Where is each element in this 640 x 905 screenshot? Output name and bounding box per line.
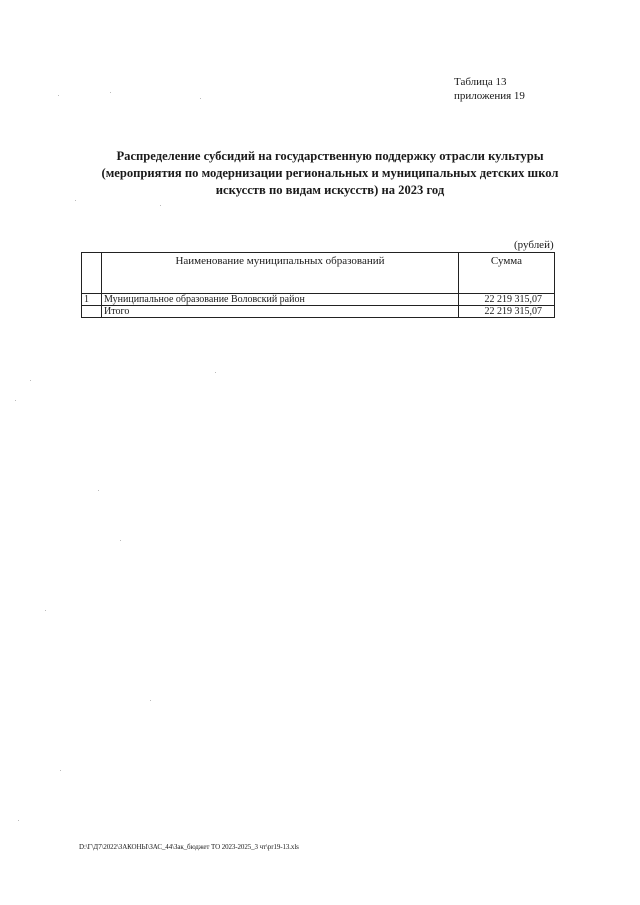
scan-speck <box>15 400 16 401</box>
title-line-1: Распределение субсидий на государственную поддержку отрасли культуры <box>116 149 544 163</box>
scan-speck <box>110 92 111 93</box>
header-name: Наименование муниципальных образований <box>102 253 459 294</box>
row-sum: 22 219 315,07 <box>459 306 555 318</box>
table-total-row <box>82 306 555 318</box>
scan-speck <box>45 610 46 611</box>
units-label: (рублей) <box>514 239 554 251</box>
scan-speck <box>30 380 31 381</box>
appendix-number: приложения 19 <box>454 90 525 102</box>
scan-speck <box>150 700 151 701</box>
subsidy-table <box>81 252 555 318</box>
document-title <box>70 148 590 199</box>
scan-speck <box>160 205 161 206</box>
scan-speck <box>215 372 216 373</box>
scan-speck <box>58 95 59 96</box>
scan-speck <box>18 820 19 821</box>
row-name: Муниципальное образование Воловский район <box>102 294 459 306</box>
scan-speck <box>120 540 121 541</box>
scan-speck <box>200 98 201 99</box>
row-name: Итого <box>102 306 459 318</box>
header-num <box>82 253 102 294</box>
title-line-2: (мероприятия по модернизации региональных и муниципальных детских школ <box>101 166 559 180</box>
scan-speck <box>60 770 61 771</box>
table-reference <box>454 75 525 103</box>
file-path-footer: D:\Г\Д7\2022\ЗАКОНЫ\ЗАС_44\Зак_бюджет ТО 2023-2025_3 чт\pr19-13.xls <box>79 843 299 851</box>
table-number: Таблица 13 <box>454 76 507 88</box>
row-sum: 22 219 315,07 <box>459 294 555 306</box>
scan-speck <box>75 200 76 201</box>
table-header-row <box>82 253 555 294</box>
row-num <box>82 306 102 318</box>
row-num: 1 <box>82 294 102 306</box>
header-sum: Сумма <box>459 253 555 294</box>
scan-speck <box>98 490 99 491</box>
table-row <box>82 294 555 306</box>
title-line-3: искусств по видам искусств) на 2023 год <box>215 183 445 197</box>
